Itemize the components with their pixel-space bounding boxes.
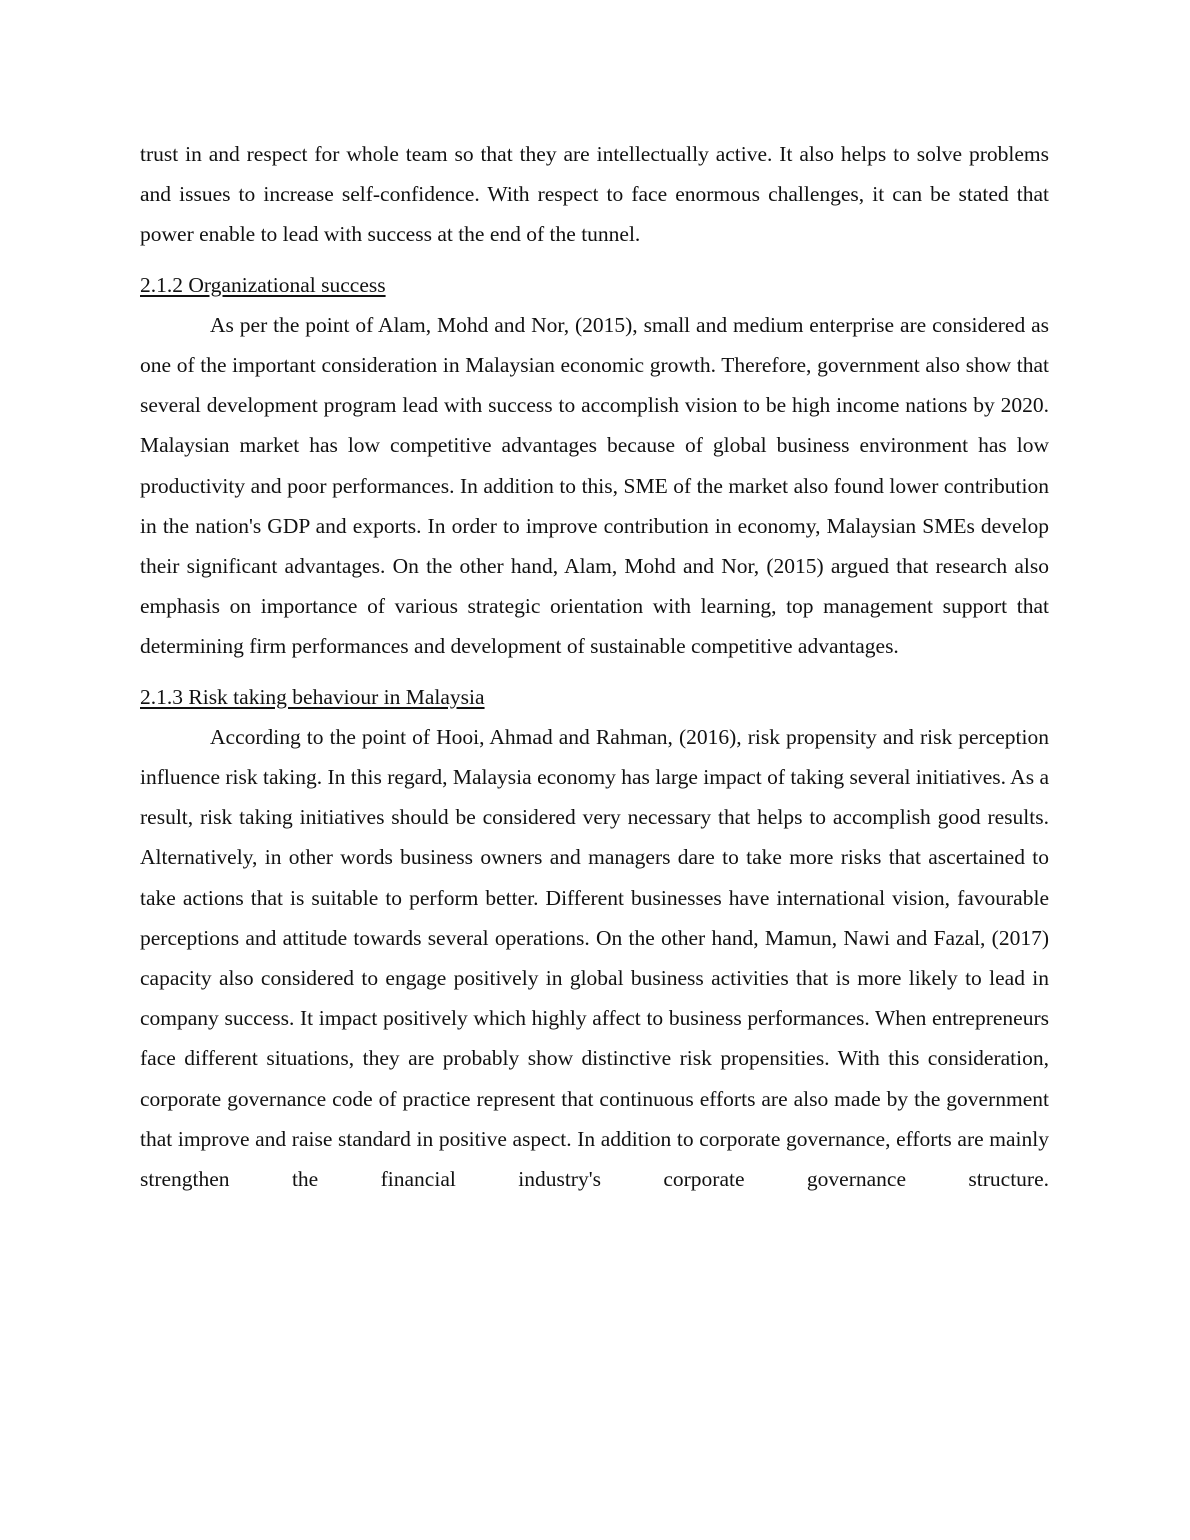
heading-risk-taking-behaviour: 2.1.3 Risk taking behaviour in Malaysia (140, 684, 485, 709)
paragraph-organizational-success: As per the point of Alam, Mohd and Nor, (2015), small and medium enterprise are considered as one of the important consideration in Malaysian economic growth. Therefore, government also show that several development program lead with success to accomplish vision to be high income nations by 2020. Malaysian market has low competitive advantages because of global business environment has low productivity and poor performances. In addition to this, SME of the market also found lower contribution in the nation's GDP and exports. In order to improve contribution in economy, Malaysian SMEs develop their significant advantages. On the other hand, Alam, Mohd and Nor, (2015) argued that research also emphasis on importance of various strategic orientation with learning, top management support that determining firm performances and development of sustainable competitive advantages. (140, 312, 1049, 659)
heading-organizational-success: 2.1.2 Organizational success (140, 272, 386, 297)
paragraph-intro: trust in and respect for whole team so that they are intellectually active. It also helps to solve problems and issues to increase self-confidence. With respect to face enormous challenges, it can be stated that power enable to lead with success at the end of the tunnel. (140, 142, 1049, 247)
document-page (140, 134, 1049, 1199)
paragraph-risk-taking-behaviour: According to the point of Hooi, Ahmad and Rahman, (2016), risk propensity and risk perception influence risk taking. In this regard, Malaysia economy has large impact of taking several initiatives. As a result, risk taking initiatives should be considered very necessary that helps to accomplish good results. Alternatively, in other words business owners and managers dare to take more risks that ascertained to take actions that is suitable to perform better. Different businesses have international vision, favourable perceptions and attitude towards several operations. On the other hand, Mamun, Nawi and Fazal, (2017) capacity also considered to engage positively in global business activities that is more likely to lead in company success. It impact positively which highly affect to business performances. When entrepreneurs face different situations, they are probably show distinctive risk propensities. With this consideration, corporate governance code of practice represent that continuous efforts are also made by the government that improve and raise standard in positive aspect. In addition to corporate governance, efforts are mainly strengthen the financial industry's corporate governance structure. (140, 724, 1049, 1192)
